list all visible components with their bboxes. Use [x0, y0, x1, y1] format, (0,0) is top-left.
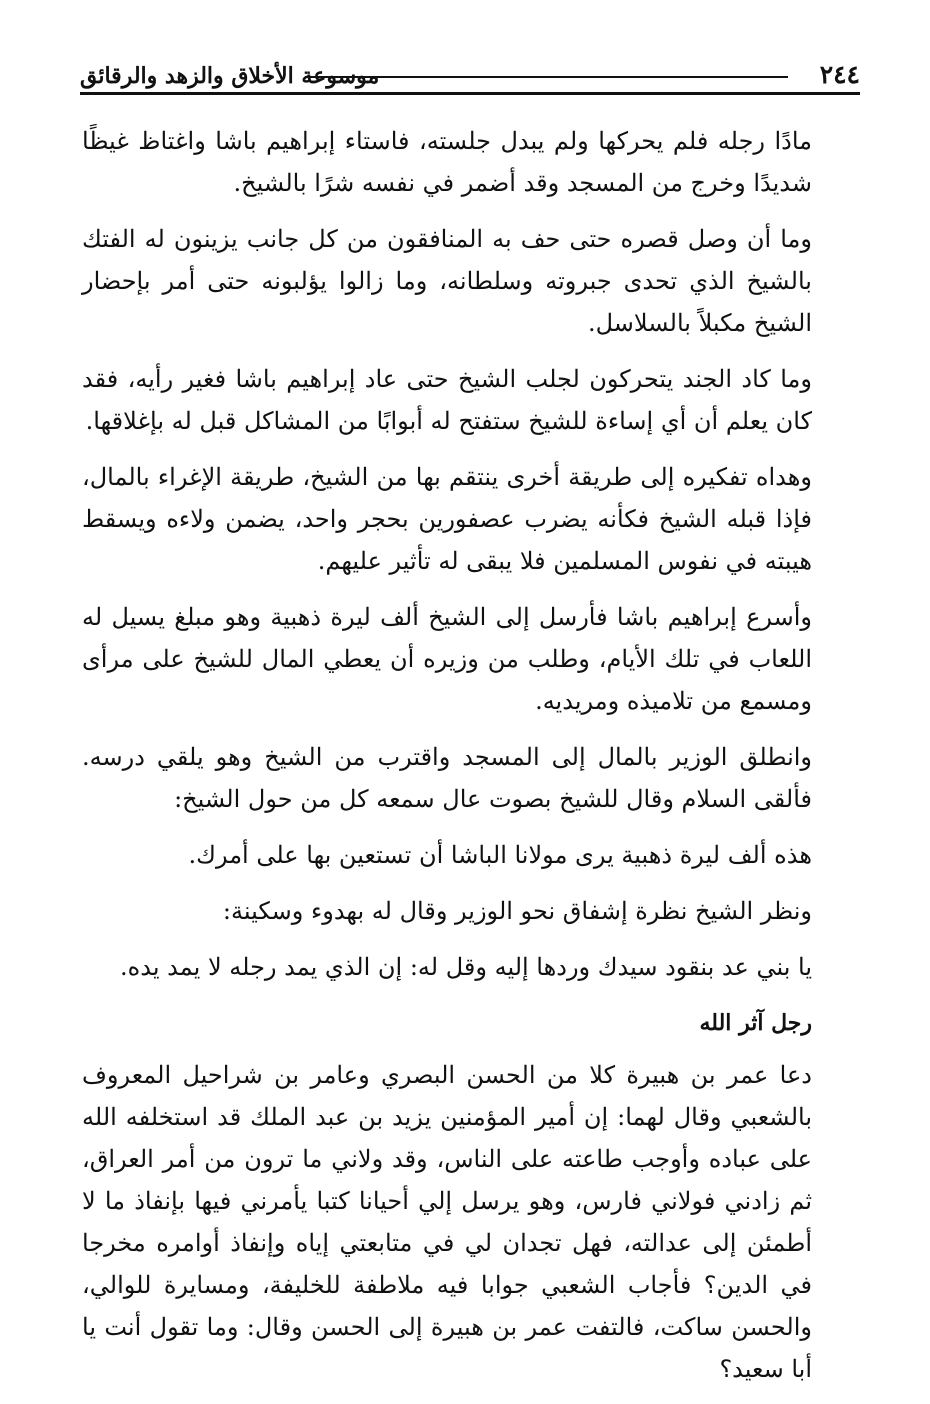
paragraph: وما أن وصل قصره حتى حف به المنافقون من كل جانب يزينون له الفتك بالشيخ الذي تحدى جبروته وسلطانه، وما زالوا يؤلبونه حتى أمر بإحضار الشيخ مكبلاً بالسلاسل. — [82, 225, 812, 337]
paragraph: دعا عمر بن هبيرة كلا من الحسن البصري وعامر بن شراحيل المعروف بالشعبي وقال لهما: إن أمير المؤمنين يزيد بن عبد الملك قد استخلفه الله على عباده وأوجب طاعته على الناس، وقد ولاني ما ترون من أمر العراق، ثم زادني فولاني فارس، وهو يرسل إلي أحيانا كتبا يأمرني فيها بإنفاذ ما لا أطمئن إلى عدالته، فهل تجدان لي في متابعتي إياه وإنفاذ أوامره مخرجا في الدين؟ فأجاب الشعبي جوابا فيه ملاطفة للخليفة، ومسايرة للوالي، والحسن ساكت، فالتفت عمر بن هبيرة إلى الحسن وقال: وما تقول أنت يا أبا سعيد؟ — [82, 1061, 812, 1383]
header-divider — [80, 92, 860, 95]
running-title: موسوعة الأخلاق والزهد والرقائق — [80, 63, 380, 89]
quote-line: يا بني عد بنقود سيدك وردها إليه وقل له: إن الذي يمد رجله لا يمد يده. — [120, 953, 812, 981]
page-number: ٢٤٤ — [819, 60, 860, 89]
quote-line: ونظر الشيخ نظرة إشفاق نحو الوزير وقال له بهدوء وسكينة: — [222, 897, 812, 925]
paragraph: وانطلق الوزير بالمال إلى المسجد واقترب من الشيخ وهو يلقي درسه. فألقى السلام وقال للشيخ بصوت عال سمعه كل من حول الشيخ: — [82, 743, 812, 813]
paragraph: مادًا رجله فلم يحركها ولم يبدل جلسته، فاستاء إبراهيم باشا واغتاظ غيظًا شديدًا وخرج من المسجد وقد أضمر في نفسه شرًا بالشيخ. — [82, 127, 812, 197]
paragraph: وهداه تفكيره إلى طريقة أخرى ينتقم بها من الشيخ، طريقة الإغراء بالمال، فإذا قبله الشيخ فكأنه يضرب عصفورين بحجر واحد، يضمن ولاءه ويسقط هيبته في نفوس المسلمين فلا يبقى له تأثير عليهم. — [82, 463, 812, 575]
paragraph: وأسرع إبراهيم باشا فأرسل إلى الشيخ ألف ليرة ذهبية وهو مبلغ يسيل له اللعاب في تلك الأيام، وطلب من وزيره أن يعطي المال للشيخ على مرأى ومسمع من تلاميذه ومريديه. — [82, 603, 812, 715]
page-header — [80, 58, 860, 94]
quote-line: هذه ألف ليرة ذهبية يرى مولانا الباشا أن تستعين بها على أمرك. — [188, 841, 812, 869]
section-heading: رجل آثر الله — [699, 1010, 812, 1036]
page-body — [82, 120, 812, 1404]
paragraph: وما كاد الجند يتحركون لجلب الشيخ حتى عاد إبراهيم باشا فغير رأيه، فقد كان يعلم أن أي إساءة للشيخ ستفتح له أبوابًا من المشاكل قبل له بإغلاقها. — [82, 365, 812, 435]
